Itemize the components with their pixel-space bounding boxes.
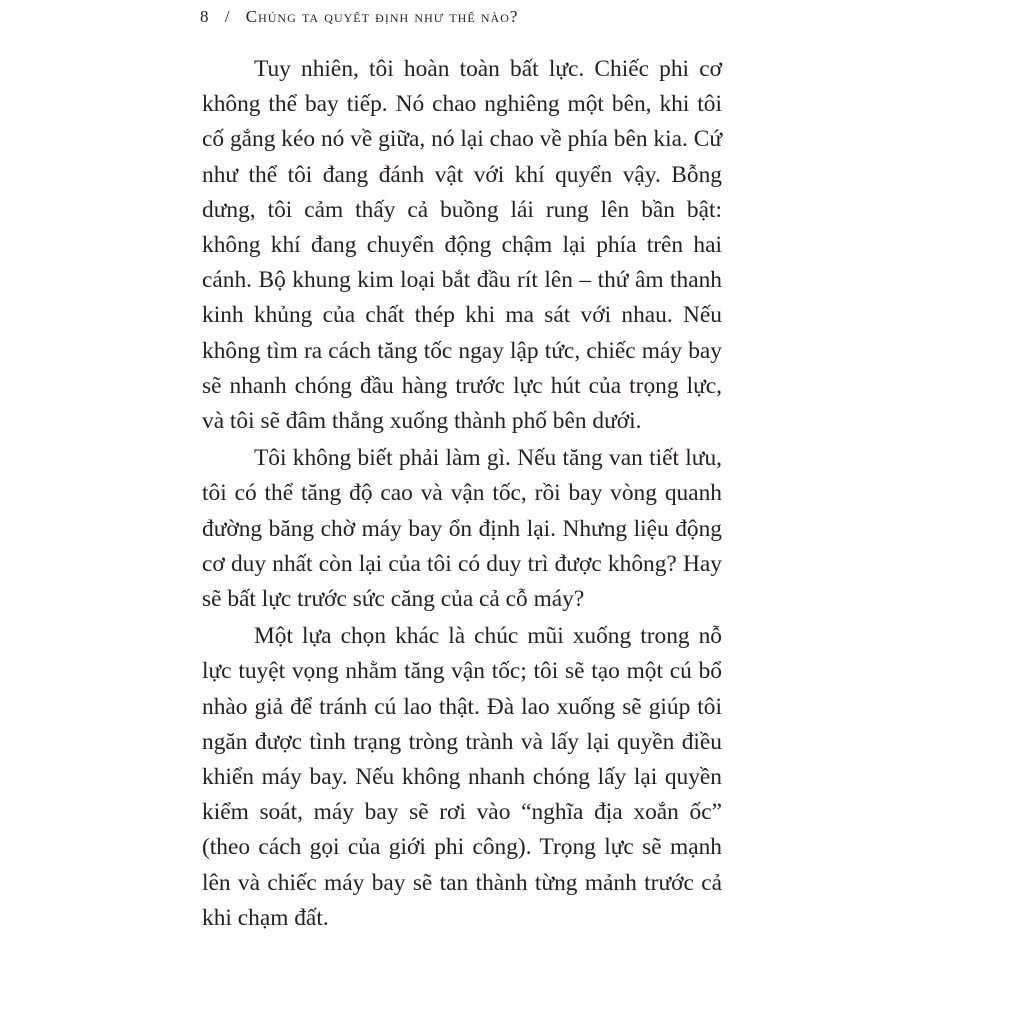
paragraph-3: Một lựa chọn khác là chúc mũi xuống trong nỗ lực tuyệt vọng nhằm tăng vận tốc; tôi sẽ tạo một cú bổ nhào giả để tránh cú lao thật. Đà lao xuống sẽ giúp tôi ngăn được tình trạng tròng trành và lấy lại quyền điều khiển máy bay. Nếu không nhanh chóng lấy lại quyền kiểm soát, máy bay sẽ rơi vào “nghĩa địa xoắn ốc” (theo cách gọi của giới phi công). Trọng lực sẽ mạnh lên và chiếc máy bay sẽ tan thành từng mảnh trước cả khi chạm đất.: [202, 623, 722, 931]
chapter-title: Chúng ta quyết định như thế nào?: [245, 7, 519, 26]
paragraph-2: Tôi không biết phải làm gì. Nếu tăng van tiết lưu, tôi có thể tăng độ cao và vận tốc, rồi bay vòng quanh đường băng chờ máy bay ổn định lại. Nhưng liệu động cơ duy nhất còn lại của tôi có duy trì được không? Hay sẽ bất lực trước sức căng của cả cỗ máy?: [202, 445, 722, 613]
page-number: 8: [200, 7, 210, 26]
body-text: [202, 52, 722, 936]
paragraph-1: Tuy nhiên, tôi hoàn toàn bất lực. Chiếc phi cơ không thể bay tiếp. Nó chao nghiêng một bên, khi tôi cố gắng kéo nó về giữa, nó lại chao về phía bên kia. Cứ như thể tôi đang đánh vật với khí quyển vậy. Bỗng dưng, tôi cảm thấy cả buồng lái rung lên bần bật: không khí đang chuyển động chậm lại phía trên hai cánh. Bộ khung kim loại bắt đầu rít lên – thứ âm thanh kinh khủng của chất thép khi ma sát với nhau. Nếu không tìm ra cách tăng tốc ngay lập tức, chiếc máy bay sẽ nhanh chóng đầu hàng trước lực hút của trọng lực, và tôi sẽ đâm thẳng xuống thành phố bên dưới.: [202, 56, 722, 435]
running-head: [200, 7, 518, 27]
header-separator: /: [224, 7, 231, 26]
